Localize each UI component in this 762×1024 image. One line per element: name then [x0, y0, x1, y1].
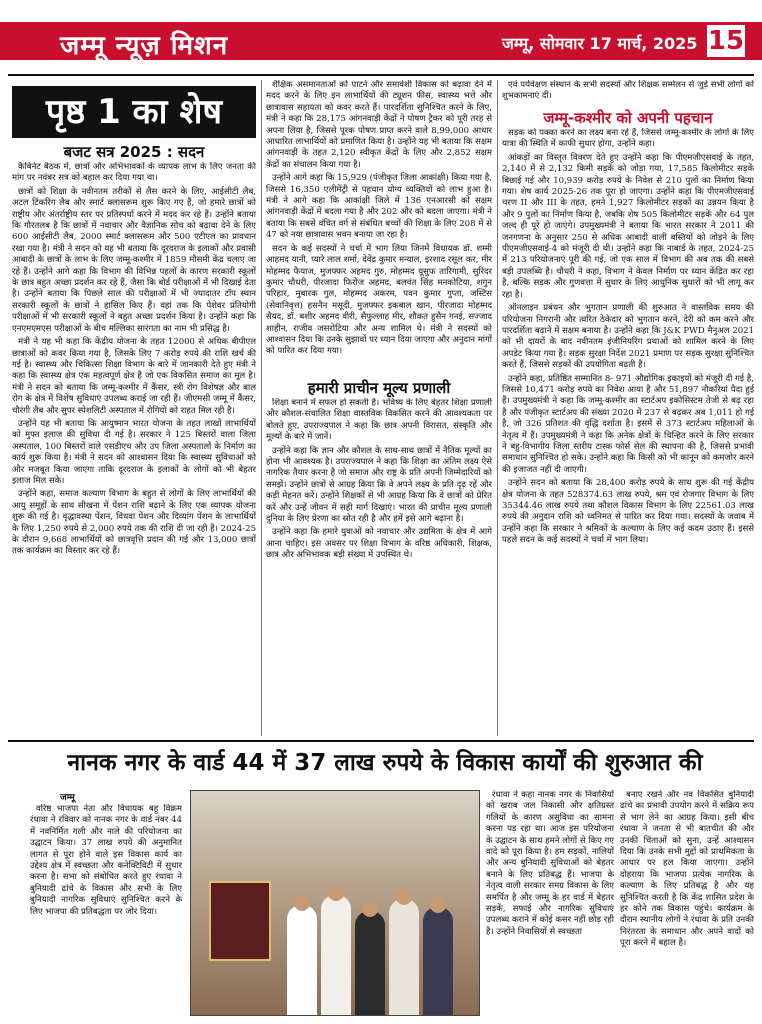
paragraph: उन्होंने यह भी बताया कि आयुष्मान भारत योजना के तहत लाखों लाभार्थियों को मुफ्त इलाज की सुविधा दी गई है। सरकार ने 125 बिस्तरों वाला जिला अस्पताल, 100 बिस्तरों वाले एसडीएच और उप जिला अस्पतालों के निर्माण का कार्य शुरू किया है। मंत्री ने सदन को आश्वासन दिया कि स्वास्थ्य सुविधाओं को और मजबूत किया जाएगा ताकि दूरदराज के इलाकों के लोगों को भी बेहतर इलाज मिल सके।: [12, 418, 256, 486]
column-divider: [497, 80, 498, 736]
person-head: [328, 885, 344, 901]
paragraph: छात्रों को शिक्षा के नवीनतम तरीकों से लैस करने के लिए, आईसीटी लैब, अटल टिंकरिंग लैब और स्मार्ट क्लासरूम शुरू किए गए हैं, जो हमारे छात्रों को राष्ट्रीय और अंतर्राष्ट्रीय स्तर पर प्रतिस्पर्धा करने में मदद कर रहे हैं। उन्होंने बताया कि गौरतलब है कि छात्रों में नवाचार और वैज्ञानिक सोच को बढ़ावा देने के लिए 600 आईसीटी लैब, 2000 स्मार्ट क्लासरूम और 500 एटीएल का प्रावधान रखा गया है। मंत्री ने सदन को यह भी बताया कि दूरदराज के इलाकों और प्रवासी आबादी के छात्रों के लाभ के लिए जम्मू-कश्मीर में 1859 मौसमी केंद्र चलाए जा रहे हैं। उन्होंने आगे कहा कि विभाग की विभिन्न पहलों के कारण सरकारी स्कूलों के छात्र बहुत अच्छा प्रदर्शन कर रहे हैं, जैसा कि बोर्ड परीक्षाओं में भी दिखाई देता है। उन्होंने बताया कि पिछले साल की परीक्षाओं में भी ज्यादातर टॉप स्थान सरकारी स्कूलों के छात्रों ने हासिल किए हैं। वहां तक कि पेशेवर प्रतियोगी परीक्षाओं में भी सरकारी स्कूलों ने बहुत अच्छा प्रदर्शन किया है। उन्होंने कहा कि एनएमएमएस परीक्षाओं के बीच मल्लिका सारंगता का नाम भी प्रसिद्ध है।: [12, 186, 256, 334]
person: [389, 899, 419, 1015]
paragraph: सड़क को पक्का करने का लक्ष्य बना रहे हैं, जिससे जम्मू-कश्मीर के लोगों के लिए यात्रा की स्थिति में काफी सुधार होगा, उन्होंने कहा।: [502, 128, 754, 150]
paragraph: वरिष्ठ भाजपा नेता और विधायक बहू विक्रम रंधावा ने रविवार को नानक नगर के वार्ड नंबर 44 में नवनिर्मित गली और नाले की परियोजना का उद्घाटन किया। 37 लाख रुपये की अनुमानित लागत से पूरा होने वाले इस विकास कार्य का उद्देश्य क्षेत्र में स्वच्छता और कनेक्टिविटी में सुधार करना है। सभा को संबोधित करते हुए रंधावा ने बुनियादी ढांचे के विकास और सभी के लिए बुनियादी नागरिक सुविधाएं सुनिश्चित करने के लिए भाजपा की प्रतिबद्धता पर जोर दिया।: [30, 804, 182, 917]
inauguration-plaque: [209, 881, 271, 961]
top-rule: [8, 74, 754, 76]
bottom-body-col1: [30, 804, 182, 1016]
column-divider: [261, 80, 262, 736]
paragraph: उन्होंने सदन को बताया कि 28,400 करोड़ रुपये के साथ शुरू की गई केंद्रीय क्षेत्र योजना के तहत 528374.63 लाख रुपये, श्रम एवं रोजगार विभाग के लिए 35344.46 लाख रुपये तथा कौशल विकास विभाग के लिए 22561.03 लाख रुपये की अनुदान राशि को ध्वनिमत से पारित कर दिया गया। सदस्यों के जवाब में उन्होंने कहा कि सरकार ने श्रमिकों के कल्याण के लिए कई कदम उठाए हैं। इससे पहले सदन के कई सदस्यों ने चर्चा में भाग लिया।: [502, 478, 754, 546]
person: [287, 905, 317, 1015]
paragraph: उन्होंने आगे कहा कि 15,929 (पंजीकृत जिला आकांक्षी) किया गया है, जिससे 16,350 एलीमेंट्री से पहचान योग्य व्यक्तियों को लाभ हुआ है। मंत्री ने आगे कहा कि आकांक्षी जिले में 136 एनआरसी को सक्षम आंगनवाड़ी केंद्रों में बदला गया है और 202 और को बदला जाएगा। मंत्री ने बताया कि सबसे वंचित वर्ग से संबंधित बच्चों की शिक्षा के लिए 208 में से 47 को नया छात्रावास भवन बनाया जा रहा है।: [266, 173, 492, 241]
paragraph: कैबिनेट बैठक में, छात्रों और अभिभावकों के व्यापक लाभ के लिए जनता की मांग पर नवंबर सत्र को बहाल कर दिया गया था।: [12, 162, 256, 184]
byline: जम्मू: [60, 793, 75, 803]
paragraph: उन्होंने कहा, समाज कल्याण विभाग के बहुत से लोगों के लिए लाभार्थियों की आयु समूहों के साथ सीखना में पेंशन राशि बढ़ाने के लिए एक व्यापक योजना शुरू की गई है। वृद्धावस्था पेंशन, विधवा पेंशन और दिव्यांग पेंशन के लाभार्थियों के लिए 1,250 रुपये से 2,000 रुपये तक की राशि दी जा रही है। 2024-25 के दौरान 9,668 लाभार्थियों को छात्रवृत्ति प्रदान की गई और 13,000 छात्रों तक कार्यक्रम का विस्तार कर रहे हैं।: [12, 489, 256, 557]
paragraph: मंत्री ने यह भी कहा कि केंद्रीय योजना के तहत 12000 से अधिक बीपीएल छात्राओं को कवर किया गया है, जिसके लिए 7 करोड़ रुपये की राशि खर्च की गई है। स्वास्थ्य और चिकित्सा शिक्षा विभाग के बारे में जानकारी देते हुए मंत्री ने कहा कि स्वास्थ्य क्षेत्र एक महत्वपूर्ण क्षेत्र है जो एक विकसित समाज का मूल है। मंत्री ने सदन को बताया कि जम्मू-कश्मीर में कैंसर, स्त्री रोग विशेषज्ञ और बाल रोग के क्षेत्र में विशेष सुविधाएं उपलब्ध कराई जा रही हैं। जीएमसी जम्मू में कैंसर, चौरंगी लैब और सुपर स्पेशलिटी अस्पताल में रोगियों को राहत मिल रही है।: [12, 337, 256, 416]
paragraph: बनाए रखने और नव विकसित बुनियादी ढांचे का प्रभावी उपयोग करने में सक्रिय रूप से भाग लेने का आग्रह किया। इसी बीच रंधावा ने जनता से भी बातचीत की और उनकी चिंताओं को सुना, उन्हें आश्वासन दिया कि उनके सभी मुद्दों को प्राथमिकता के आधार पर हल किया जाएगा। उन्होंने दोहराया कि भाजपा प्रत्येक नागरिक के कल्याण के लिए प्रतिबद्ध है और यह सुनिश्चित करती है कि केंद्र शासित प्रदेश के हर कोने तक विकास पहुंचे। कार्यक्रम के दौरान स्थानीय लोगों ने रंधावा के प्रति उनकी निरंतरता के समाधान और अपने वादों को पूरा करने में बहाल है।: [620, 790, 754, 949]
article-body-col1: [12, 162, 256, 734]
paragraph: ऑनलाइन प्रबंधन और भुगतान प्रणाली की शुरुआत ने वास्तविक समय की परियोजना निगरानी और त्वरित ठेकेदार को भुगतान करने, देरी को कम करने और पारदर्शिता बढ़ाने में सक्षम बनाया है। उन्होंने कहा कि J&K PWD मैनुअल 2021 को भी दायरों के बाद नवीनतम इंजीनियरिंग प्रथाओं को शामिल करने के लिए अपडेट किया गया है। सड़क सुरक्षा निर्देश 2021 प्रमाण पर सड़क सुरक्षा सुनिश्चित करते हैं, जिससे सड़कों की उपयोगिता बढ़ती है।: [502, 303, 754, 371]
paragraph: रंधावा ने कहा नानक नगर के निवासियों को खराब जल निकासी और क्षतिग्रस्त गलियों के कारण असुविधा का सामना करना पड़ रहा था। आज इस परियोजना के उद्घाटन के साथ हमने लोगों से किए गए वादे को पूरा किया है। हम सड़कों, नालियों और अन्य बुनियादी सुविधाओं को बेहतर बनाने के लिए प्रतिबद्ध हैं। भाजपा के नेतृत्व वाली सरकार समग्र विकास के लिए समर्पित है और जम्मू के हर वार्ड में बेहतर सड़कें, सफाई और नागरिक सुविधाएं उपलब्ध कराने में कोई कसर नहीं छोड़ रही है। उन्होंने निवासियों से स्वच्छता: [486, 790, 614, 937]
person: [423, 907, 453, 1015]
bottom-headline: नानक नगर के वार्ड 44 में 37 लाख रुपये के विकास कार्यों की शुरुआत की: [67, 750, 703, 776]
paragraph: उन्होंने कहा कि हमारे युवाओं को नवाचार और उद्यमिता के क्षेत्र में आगे आना चाहिए। इस अवसर पर शिक्षा विभाग के वरिष्ठ अधिकारी, शिक्षक, छात्र और अभिभावक बड़ी संख्या में उपस्थित थे।: [266, 527, 492, 561]
section-title: पृष्ठ 1 का शेष: [12, 86, 256, 138]
bottom-body-col3: [620, 790, 754, 1016]
person-head: [396, 889, 412, 905]
person-head: [294, 895, 310, 911]
paragraph: सदन के कई सदस्यों ने चर्चा में भाग लिया जिनमें विधायक डॉ. शम्मी आहमद यानी, प्यारे लाल शर्मा, देवेंद्र कुमार मन्याल, इरशाद रसूल कर, मीर मोहम्मद फैयाज, मुजफ्फर अहमद गुरु, मोहम्मद यूसुफ तारिगामी, सुरिंदर कुमार चौधरी, पीरजादा फिरोज अहमद, बलवंत सिंह मनकोटिया, शगुन परिहार, मुबारक गुल, मोहम्मद अकरम, पवन कुमार गुप्ता, जस्टिस (सेवानिवृत्त) हसनैन मसूदी, मुजफ्फर इकबाल खान, पीरजादा मोहम्मद सैयद, डॉ. बशीर अहमद वीरी, सैफुल्लाह मीर, शौकत हुसैन गनई, सज्जाद शाहीन, राजीव जसरोटिया और अन्य शामिल थे। मंत्री ने सदस्यों को आश्वासन दिया कि उनके सुझावों पर ध्यान दिया जाएगा और अनुदान मांगों को पारित कर दिया गया।: [266, 243, 492, 357]
article-headline: जम्मू-कश्मीर को अपनी पहचान: [543, 109, 713, 127]
person-head: [430, 897, 446, 913]
paragraph: शिक्षा बनाने में सफल हो सकती है। भविष्य के लिए बेहतर शिक्षा प्रणाली और कौशल-संचालित शिक्षा वास्तविक विकसित करने की आवश्यकता पर बोलते हुए, उपराज्यपाल ने कहा कि छात्र अपनी विरासत, संस्कृति और मूल्यों के बारे में जानें।: [266, 398, 492, 443]
person-head: [362, 901, 378, 917]
newspaper-name: जम्मू न्यूज़ मिशन: [60, 31, 229, 61]
event-photo: [190, 790, 480, 1016]
article-headline: हमारी प्राचीन मूल्य प्रणाली: [307, 379, 451, 397]
article-body-col2: [266, 80, 492, 376]
paragraph: एवं पर्यवेक्षण संस्थान के सभी सदस्यों और शिक्षक सम्मेलन से जुड़े सभी लोगों को शुभकामनाएं दीं।: [502, 80, 754, 102]
bottom-rule: [8, 740, 754, 742]
person: [321, 895, 351, 1015]
article-body-col2b: [266, 398, 492, 734]
paragraph: उन्होंने कहा, प्रतिष्ठित सम्मानित 8- 971 औद्योगिक इकाइयों को मंजूरी दी गई है, जिससे 10,471 करोड़ रुपये का निवेश आया है और 51,897 नौकरियां पैदा हुई हैं। उपमुख्यमंत्री ने कहा कि जम्मू-कश्मीर का स्टार्टअप इकोसिस्टम तेजी से बढ़ रहा है और पंजीकृत स्टार्टअप की संख्या 2020 में 237 से बढ़कर अब 1,011 हो गई है, जो 326 प्रतिशत की वृद्धि दर्शाता है। इसमें से 373 स्टार्टअप महिलाओं के नेतृत्व में हैं। उपमुख्यमंत्री ने कहा कि अनेक क्षेत्रों के चिन्हित करने के लिए सरकार ने बहु-विभागीय जिला स्तरीय टास्क फोर्स सेल की स्थापना की है, जिससे प्रभावी समाधान सुनिश्चित हो सके। उन्होंने कहा कि किसी को भी कानून को कमजोर करने की इजाजत नहीं दी जाएगी।: [502, 373, 754, 475]
bottom-body-col2: [486, 790, 614, 1016]
masthead: [0, 0, 762, 78]
article-body-col3: [502, 128, 754, 734]
issue-date: जम्मू, सोमवार 17 मार्च, 2025: [502, 34, 698, 53]
article-body-col3-top: [502, 80, 754, 104]
person: [355, 911, 385, 1015]
page-number: 15: [704, 22, 748, 60]
paragraph: शैक्षिक असमानताओं को पाटने और समावेशी विकास को बढ़ावा देने में मदद करने के लिए इन लाभार्थियों की ट्यूशन फीस, स्वास्थ्य भत्ते और छात्रावास सहायता को कवर करते हैं। पारदर्शिता सुनिश्चित करने के लिए, मंत्री ने कहा कि 28,175 आंगनवाड़ी केंद्रों ने पोषण ट्रैकर को पूरी तरह से अपना लिया है, जिससे पूरक पोषण प्राप्त करने वाले 8,99,000 आधार आधारित लाभार्थियों को प्रमाणित किया है। उन्होंने यह भी बताया कि सक्षम आंगनवाड़ी के तहत 2,120 स्वीकृत केंद्रों के लिए और 2,852 सक्षम केंद्रों का संचालन किया गया है।: [266, 80, 492, 170]
paragraph: उन्होंने कहा कि ज्ञान और कौशल के साथ-साथ छात्रों में नैतिक मूल्यों का होना भी आवश्यक है। उपराज्यपाल ने कहा कि शिक्षा का अंतिम लक्ष्य ऐसे नागरिक तैयार करना है जो समाज और राष्ट्र के प्रति अपनी जिम्मेदारियों को समझें। उन्होंने छात्रों से आग्रह किया कि वे अपने लक्ष्य के प्रति दृढ़ रहें और कड़ी मेहनत करें। उन्होंने शिक्षकों से भी आग्रह किया कि वे छात्रों को प्रेरित करें और उन्हें जीवन में सही मार्ग दिखाएं। भारत की प्राचीन मूल्य प्रणाली दुनिया के लिए प्रेरणा का स्रोत रही है और हमें इसे आगे बढ़ाना है।: [266, 445, 492, 525]
paragraph: आंकड़ों का विस्तृत विवरण देते हुए उन्होंने कहा कि पीएमजीएसवाई के तहत, 2,140 में से 2,132 किमी सड़कें को जोड़ा गया, 17,585 किलोमीटर सड़कें बिछाई गई और 10,939 करोड़ रुपये के निवेश से 210 पुलों का निर्माण किया गया। शेष कार्य 2025-26 तक पूरा हो जाएगा। उन्होंने कहा कि पीएमजीएसवाई चरण II और III के तहत, हमने 1,927 किलोमीटर सड़कों का उन्नयन किया है और 9 पुलों का निर्माण किया है, जबकि शेष 505 किलोमीटर सड़कें और 64 पुल जल्द ही पूरे हो जाएंगे। उपमुख्यमंत्री ने बताया कि भारत सरकार ने 2011 की जनगणना के अनुसार 250 से अधिक आबादी वाली बस्तियों को जोड़ने के लिए पीएमजीएसवाई-4 को मंजूरी दी थी। उन्होंने कहा कि नाबार्ड के तहत, 2024-25 में 213 परियोजनाएं पूरी की गई, जो एक साल में विभाग की अब तक की सबसे बड़ी उपलब्धि है। चौधरी ने कहा, विभाग ने केवल निर्माण पर ध्यान केंद्रित कर रहा है, बल्कि सड़क और गुणवत्ता में सुधार के लिए आधुनिक सुधारों को भी लागू कर रहा है।: [502, 152, 754, 300]
article-headline: बजट सत्र 2025 : सदन: [63, 143, 205, 161]
